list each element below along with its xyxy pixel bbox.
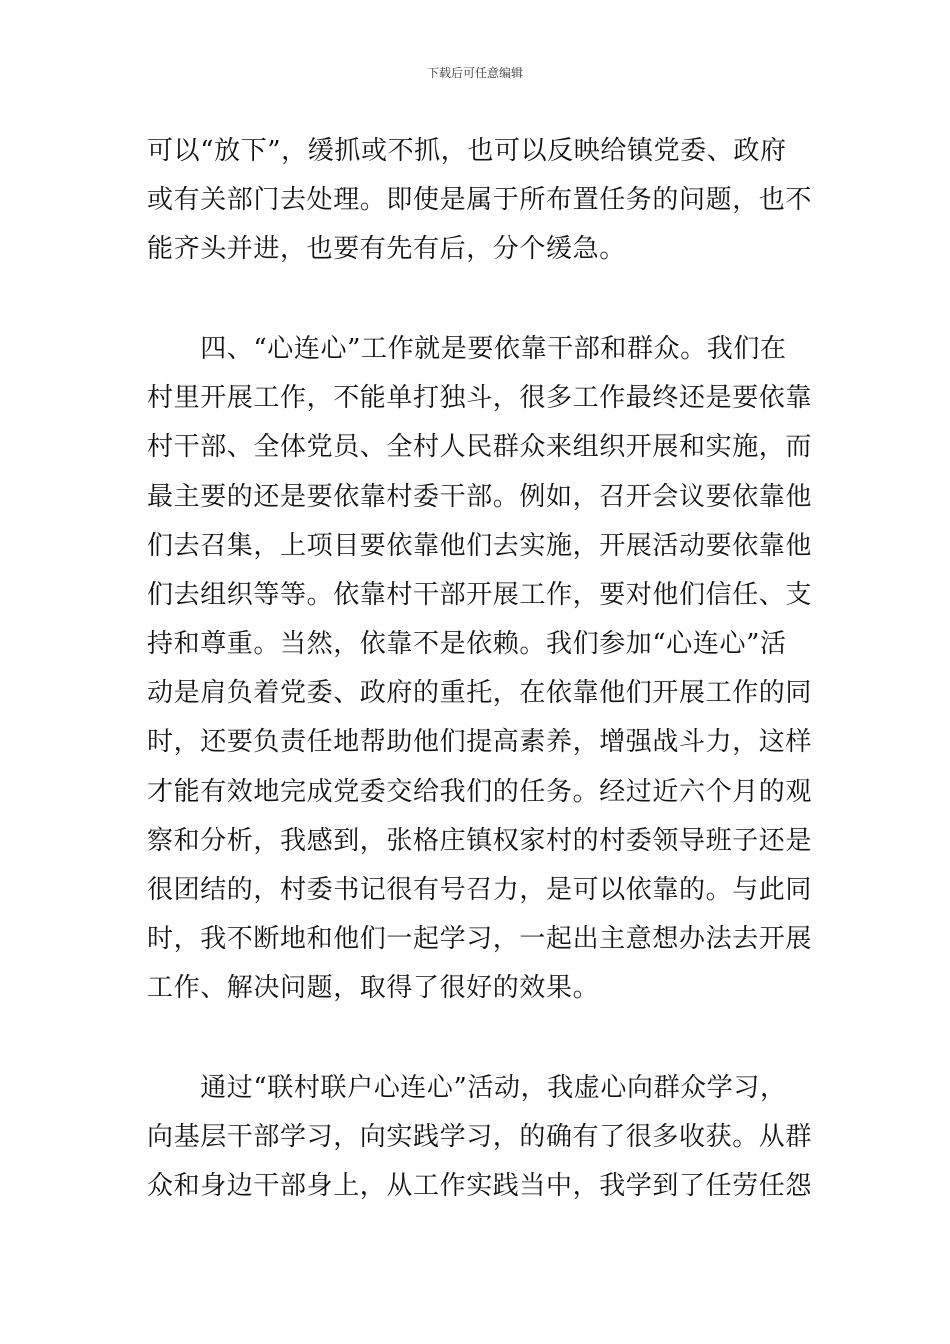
text-line: 时，还要负责任地帮助他们提高素养，增强战斗力，这样: [147, 727, 813, 757]
text-line: 或有关部门去处理。即使是属于所布置任务的问题，也不: [147, 185, 813, 215]
text-line: 众和身边干部身上，从工作实践当中，我学到了任劳任怨: [147, 1171, 813, 1201]
text-line: 们去组织等等。依靠村干部开展工作，要对他们信任、支: [147, 580, 813, 610]
text-line: 能齐头并进，也要有先有后，分个缓急。: [147, 234, 626, 264]
text-line: 时，我不断地和他们一起学习，一起出主意想办法去开展: [147, 924, 813, 954]
text-line: 持和尊重。当然，依靠不是依赖。我们参加“心连心”活: [147, 629, 787, 659]
page-header: 下载后可任意编辑: [426, 66, 523, 80]
text-line: 通过“联村联户心连心”活动，我虚心向群众学习，: [147, 1073, 787, 1103]
text-line: 可以“放下”，缓抓或不抓，也可以反映给镇党委、政府: [147, 136, 787, 166]
text-line: 最主要的还是要依靠村委干部。例如，召开会议要依靠他: [147, 482, 813, 512]
text-line: 向基层干部学习，向实践学习，的确有了很多收获。从群: [147, 1122, 813, 1152]
text-line: 村里开展工作，不能单打独斗，很多工作最终还是要依靠: [147, 383, 813, 413]
text-line: 工作、解决问题，取得了很好的效果。: [147, 973, 600, 1003]
text-line: 们去召集，上项目要依靠他们去实施，开展活动要依靠他: [147, 531, 813, 561]
text-line: 动是肩负着党委、政府的重托，在依靠他们开展工作的同: [147, 678, 813, 708]
text-line: 很团结的，村委书记很有号召力，是可以依靠的。与此同: [147, 875, 813, 905]
text-line: 村干部、全体党员、全村人民群众来组织开展和实施，而: [147, 432, 813, 462]
text-line: 察和分析，我感到，张格庄镇权家村的村委领导班子还是: [147, 826, 813, 856]
text-line: 才能有效地完成党委交给我们的任务。经过近六个月的观: [147, 777, 813, 807]
text-line: 四、“心连心”工作就是要依靠干部和群众。我们在: [147, 334, 787, 364]
